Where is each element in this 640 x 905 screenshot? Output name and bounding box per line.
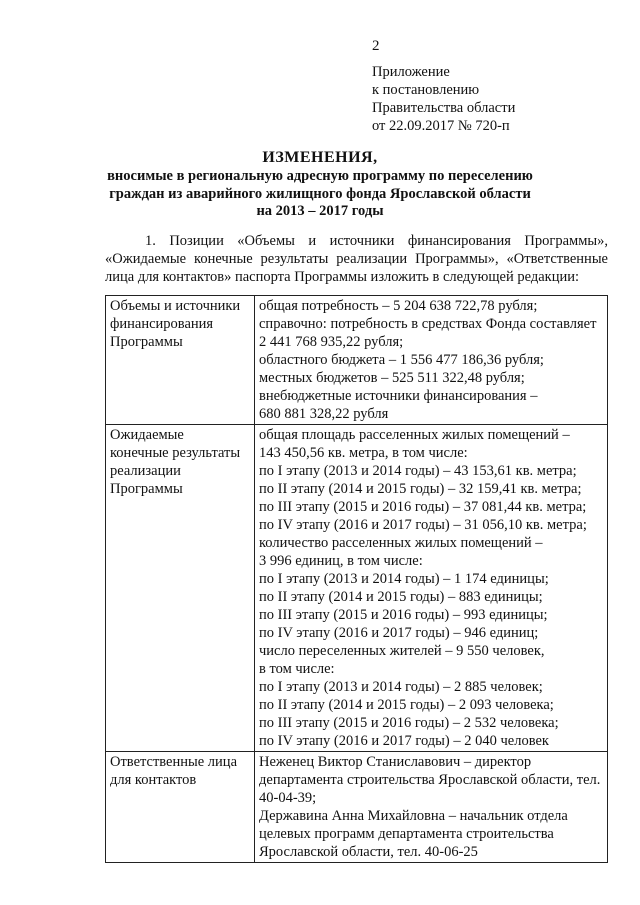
value-line: департамента строительства Ярославской области, тел. bbox=[259, 772, 601, 788]
value-line: местных бюджетов – 525 511 322,48 рубля; bbox=[259, 370, 525, 386]
value-line: Ярославской области, тел. 40-06-25 bbox=[259, 844, 478, 860]
row-value-cell bbox=[255, 296, 608, 425]
label-line: Программы bbox=[110, 334, 183, 350]
value-line: общая потребность – 5 204 638 722,78 рубля; bbox=[259, 298, 538, 314]
value-line: по IV этапу (2016 и 2017 годы) – 946 единиц; bbox=[259, 625, 539, 641]
value-line: 143 450,56 кв. метра, в том числе: bbox=[259, 445, 468, 461]
value-line: областного бюджета – 1 556 477 186,36 рубля; bbox=[259, 352, 544, 368]
label-line: финансирования bbox=[110, 316, 214, 332]
intro-line: лица для контактов» паспорта Программы изложить в следующей редакции: bbox=[105, 269, 580, 285]
label-line: конечные результаты bbox=[110, 445, 241, 461]
value-line: по II этапу (2014 и 2015 годы) – 883 единицы; bbox=[259, 589, 543, 605]
table-row bbox=[106, 296, 608, 425]
value-line: целевых программ департамента строительства bbox=[259, 826, 554, 842]
title-line: на 2013 – 2017 годы bbox=[256, 203, 384, 219]
appendix-line: Приложение bbox=[372, 64, 450, 80]
row-value-cell bbox=[255, 752, 608, 863]
page-number: 2 bbox=[372, 38, 380, 54]
appendix-line: к постановлению bbox=[372, 82, 480, 98]
value-line: общая площадь расселенных жилых помещений – bbox=[259, 427, 570, 443]
value-line: число переселенных жителей – 9 550 человек, bbox=[259, 643, 545, 659]
table-row bbox=[106, 425, 608, 752]
intro-paragraph bbox=[105, 232, 608, 286]
document-title bbox=[0, 148, 640, 221]
row-label-cell bbox=[106, 296, 255, 425]
value-line: по IV этапу (2016 и 2017 годы) – 31 056,10 кв. метра; bbox=[259, 517, 587, 533]
title-line: вносимые в региональную адресную программу по переселению bbox=[107, 168, 533, 184]
value-line: в том числе: bbox=[259, 661, 335, 677]
label-line: Ожидаемые bbox=[110, 427, 184, 443]
program-passport-table bbox=[105, 295, 608, 863]
label-line: для контактов bbox=[110, 772, 197, 788]
value-line: количество расселенных жилых помещений – bbox=[259, 535, 543, 551]
value-line: по I этапу (2013 и 2014 годы) – 43 153,61 кв. метра; bbox=[259, 463, 577, 479]
value-line: по I этапу (2013 и 2014 годы) – 1 174 единицы; bbox=[259, 571, 549, 587]
value-line: 40-04-39; bbox=[259, 790, 317, 806]
appendix-line: Правительства области bbox=[372, 100, 516, 116]
title-heading: ИЗМЕНЕНИЯ, bbox=[262, 149, 378, 166]
value-line: по III этапу (2015 и 2016 годы) – 2 532 человека; bbox=[259, 715, 559, 731]
value-line: по III этапу (2015 и 2016 годы) – 993 единицы; bbox=[259, 607, 548, 623]
row-label-cell bbox=[106, 752, 255, 863]
label-line: Программы bbox=[110, 481, 183, 497]
label-line: Ответственные лица bbox=[110, 754, 238, 770]
value-line: по II этапу (2014 и 2015 годы) – 32 159,41 кв. метра; bbox=[259, 481, 582, 497]
appendix-block bbox=[372, 63, 515, 135]
value-line: по IV этапу (2016 и 2017 годы) – 2 040 человек bbox=[259, 733, 549, 749]
label-line: реализации bbox=[110, 463, 181, 479]
value-line: внебюджетные источники финансирования – bbox=[259, 388, 538, 404]
value-line: Державина Анна Михайловна – начальник отдела bbox=[259, 808, 568, 824]
value-line: справочно: потребность в средствах Фонда составляет bbox=[259, 316, 597, 332]
row-value-cell bbox=[255, 425, 608, 752]
value-line: 680 881 328,22 рубля bbox=[259, 406, 389, 422]
value-line: Неженец Виктор Станиславович – директор bbox=[259, 754, 532, 770]
value-line: 3 996 единиц, в том числе: bbox=[259, 553, 423, 569]
intro-line: 1. Позиции «Объемы и источники финансирования Программы», bbox=[145, 233, 608, 249]
intro-line: «Ожидаемые конечные результаты реализации Программы», «Ответственные bbox=[105, 251, 608, 267]
label-line: Объемы и источники bbox=[110, 298, 241, 314]
table-row bbox=[106, 752, 608, 863]
value-line: 2 441 768 935,22 рубля; bbox=[259, 334, 404, 350]
row-label-cell bbox=[106, 425, 255, 752]
value-line: по II этапу (2014 и 2015 годы) – 2 093 человека; bbox=[259, 697, 554, 713]
appendix-line: от 22.09.2017 № 720-п bbox=[372, 118, 510, 134]
value-line: по III этапу (2015 и 2016 годы) – 37 081,44 кв. метра; bbox=[259, 499, 587, 515]
value-line: по I этапу (2013 и 2014 годы) – 2 885 человек; bbox=[259, 679, 543, 695]
title-line: граждан из аварийного жилищного фонда Ярославской области bbox=[109, 185, 531, 202]
